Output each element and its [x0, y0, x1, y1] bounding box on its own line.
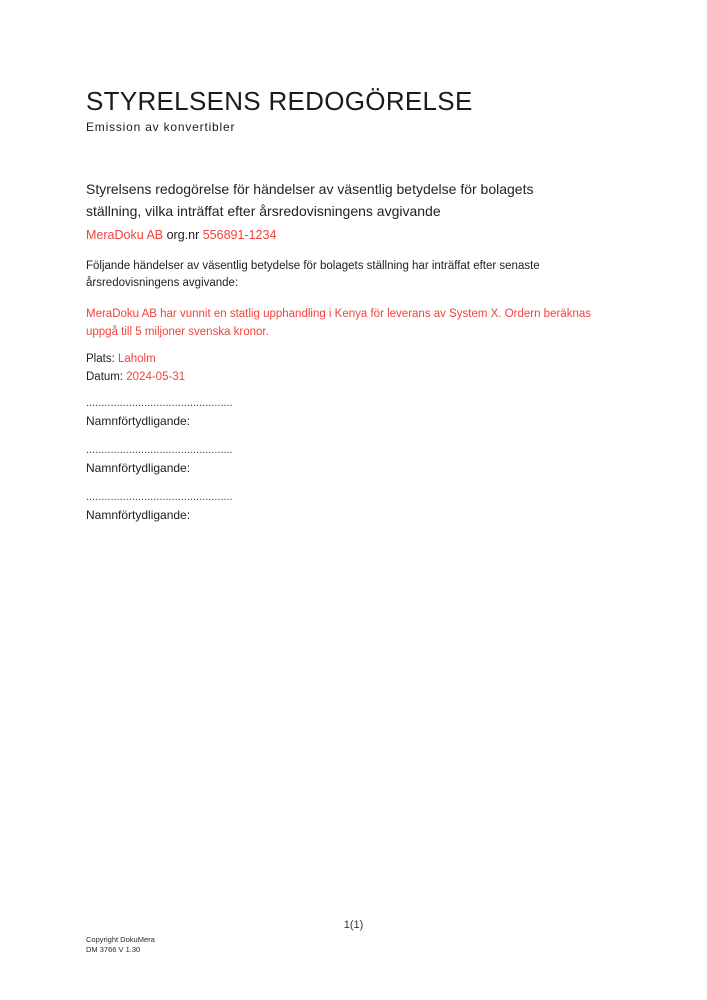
signature-name-label: Namnförtydligande: [86, 414, 191, 428]
document-footer [86, 935, 155, 955]
signature-block [86, 397, 286, 429]
signature-dotted-line: ................................................ [86, 397, 233, 409]
signature-name-label: Namnförtydligande: [86, 461, 191, 475]
date-value: 2024-05-31 [126, 370, 186, 383]
date-label: Datum: [86, 370, 127, 383]
event-notice-paragraph: MeraDoku AB har vunnit en statlig upphandling i Kenya för leverans av System X. Ordern beräknas uppgå till 5 miljoner svenska kronor. [86, 308, 591, 338]
page-title: STYRELSENS REDOGÖRELSE [86, 86, 473, 116]
place-value: Laholm [117, 353, 156, 365]
signature-block [86, 444, 286, 476]
org-number-label: org.nr [163, 228, 203, 242]
place-label: Plats: [86, 353, 118, 365]
place-line [86, 351, 185, 369]
place-date-block [86, 351, 185, 386]
doc-id-line: DM 3766 V 1.30 [86, 945, 141, 954]
org-number-value: 556891-1234 [202, 228, 277, 242]
org-number-line [86, 227, 276, 243]
date-line [86, 369, 185, 387]
company-name: MeraDoku AB [86, 228, 164, 242]
signature-name-label: Namnförtydligande: [86, 508, 191, 522]
intro-paragraph: Följande händelser av väsentlig betydelse för bolagets ställning har inträffat efter senaste årsredovisningens avgivande: [86, 260, 540, 289]
copyright-line: Copyright DokuMera [86, 935, 155, 944]
signature-dotted-line: ................................................ [86, 444, 233, 456]
section-heading: Styrelsens redogörelse för händelser av väsentlig betydelse för bolagets ställning, vilka inträffat efter årsredovisningens avgivande [86, 181, 534, 219]
signature-dotted-line: ................................................ [86, 491, 233, 503]
document-header [86, 86, 473, 135]
signature-block [86, 491, 286, 523]
page-subtitle: Emission av konvertibler [86, 120, 236, 134]
page-number: 1(1) [343, 919, 364, 931]
